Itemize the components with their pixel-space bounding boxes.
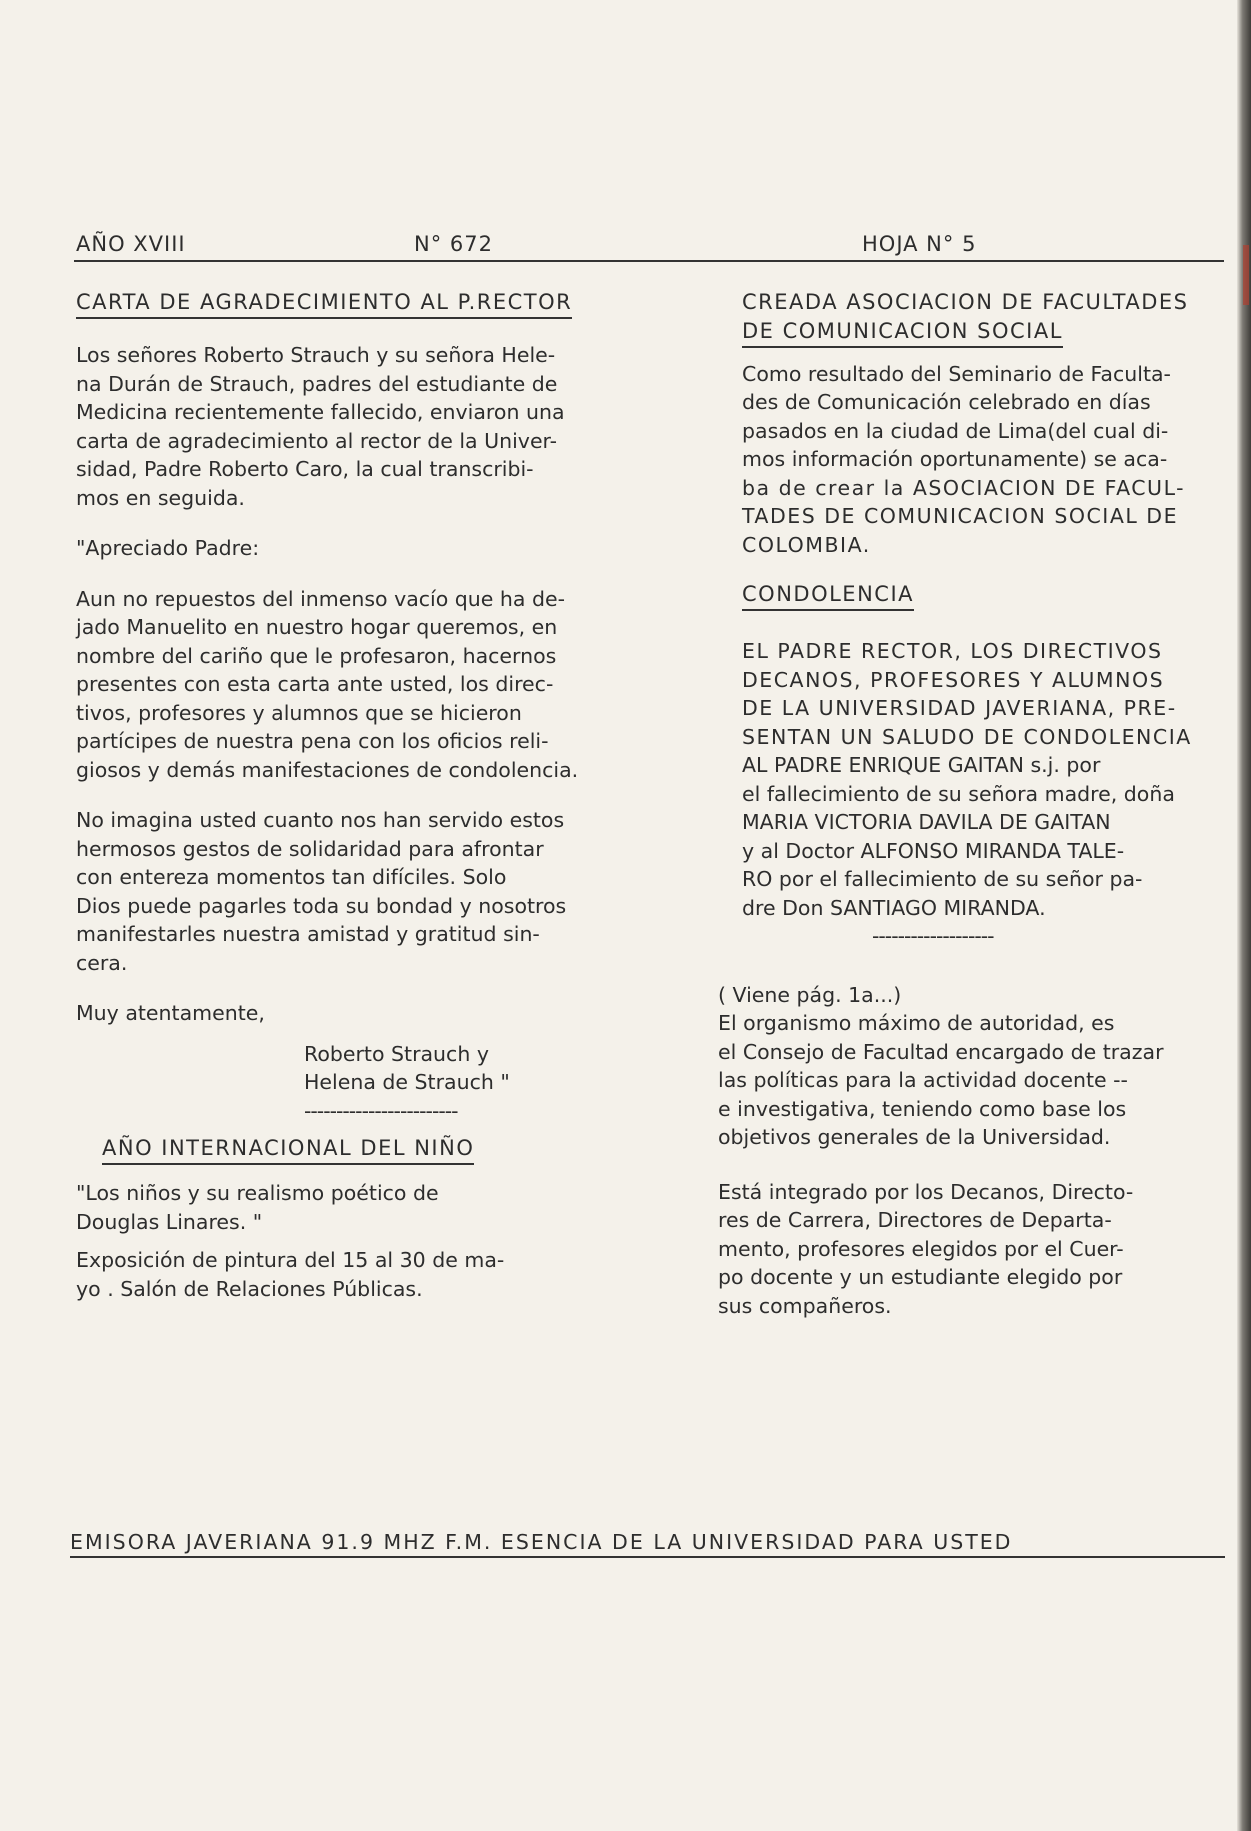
text-line: ba de crear la ASOCIACION DE FACUL-	[742, 475, 1186, 500]
text-line: COLOMBIA.	[742, 532, 871, 557]
text-line: giosos y demás manifestaciones de condolencia.	[76, 757, 579, 782]
assoc-text	[742, 360, 1242, 560]
text-line: el fallecimiento de su señora madre, doña	[742, 781, 1175, 806]
text-line: des de Comunicación celebrado en días	[742, 390, 1151, 414]
assoc-heading	[742, 288, 1242, 348]
text-line: nombre del cariño que le profesaron, hacernos	[76, 643, 557, 668]
page-header	[76, 232, 1226, 262]
text-line: Aun no repuestos del inmenso vacío que ha de-	[76, 586, 566, 611]
text-line: tivos, profesores y alumnos que se hicieron	[76, 700, 522, 725]
text-line: res de Carrera, Directores de Departa-	[718, 1208, 1112, 1232]
letter-intro	[76, 341, 696, 512]
text-line: pasados en la ciudad de Lima(del cual di-	[742, 418, 1169, 443]
text-line: Douglas Linares. "	[76, 1209, 263, 1234]
letter-salutation: "Apreciado Padre:	[76, 536, 260, 560]
text-line: RO por el fallecimiento de su señor pa-	[742, 867, 1143, 891]
text-line: po docente y un estudiante elegido por	[718, 1265, 1123, 1289]
continued-note: ( Viene pág. 1a...)	[718, 982, 902, 1007]
text-line: hermosos gestos de solidaridad para afrontar	[76, 836, 544, 861]
text-line: carta de agradecimiento al rector de la Univer-	[76, 428, 558, 453]
council-text	[718, 981, 1242, 1321]
text-line: El organismo máximo de autoridad, es	[718, 1011, 1115, 1035]
text-line: MARIA VICTORIA DAVILA DE GAITAN	[742, 810, 1111, 834]
heading-line: CREADA ASOCIACION DE FACULTADES	[742, 290, 1189, 314]
letter-heading: CARTA DE AGRADECIMIENTO AL P.RECTOR	[76, 289, 572, 319]
footer-banner: EMISORA JAVERIANA 91.9 MHZ F.M. ESENCIA DE LA UNIVERSIDAD PARA USTED	[70, 1530, 1225, 1558]
letter-signature	[76, 1040, 696, 1126]
text-line: No imagina usted cuanto nos han servido estos	[76, 808, 565, 832]
text-line: "Los niños y su realismo poético de	[76, 1181, 439, 1205]
issue-year: AÑO XVIII	[76, 232, 186, 256]
text-line: Exposición de pintura del 15 al 30 de ma-	[76, 1248, 505, 1272]
text-line: DECANOS, PROFESORES Y ALUMNOS	[742, 667, 1165, 692]
condolence-heading: CONDOLENCIA	[742, 581, 914, 611]
sheet-number: HOJA N° 5	[862, 232, 977, 256]
text-line: TADES DE COMUNICACION SOCIAL DE	[742, 504, 1179, 528]
text-line: Medicina recientemente fallecido, enviaron una	[76, 400, 565, 424]
text-line: mos en seguida.	[76, 485, 245, 510]
condolence-text	[742, 637, 1242, 951]
text-line: AL PADRE ENRIQUE GAITAN s.j. por	[742, 753, 1101, 777]
divider: -------------------	[872, 924, 994, 948]
text-line: sus compañeros.	[718, 1293, 892, 1318]
letter-paragraph-1	[76, 585, 696, 785]
text-line: cera.	[76, 950, 128, 975]
text-line: Está integrado por los Decanos, Directo-	[718, 1179, 1134, 1204]
signature-line: Helena de Strauch "	[304, 1070, 510, 1094]
text-line: el Consejo de Facultad encargado de trazar	[718, 1039, 1164, 1064]
letter-paragraph-2	[76, 806, 696, 977]
text-line: objetivos generales de la Universidad.	[718, 1125, 1111, 1149]
text-line: SENTAN UN SALUDO DE CONDOLENCIA	[742, 724, 1192, 749]
text-line: Los señores Roberto Strauch y su señora Hele-	[76, 343, 556, 367]
child-exhibit	[76, 1179, 696, 1236]
signature-line: Roberto Strauch y	[304, 1041, 489, 1066]
divider: ------------------------	[304, 1098, 458, 1123]
text-line: DE LA UNIVERSIDAD JAVERIANA, PRE-	[742, 696, 1177, 720]
text-line: e investigativa, teniendo como base los	[718, 1096, 1127, 1121]
letter-closing: Muy atentamente,	[76, 1001, 265, 1025]
child-year-heading: AÑO INTERNACIONAL DEL NIÑO	[102, 1135, 474, 1165]
left-column	[76, 288, 696, 1303]
council-paragraph-2	[718, 1178, 1242, 1321]
text-line: mos información oportunamente) se aca-	[742, 447, 1168, 471]
text-line: na Durán de Strauch, padres del estudiante de	[76, 371, 558, 396]
text-line: y al Doctor ALFONSO MIRANDA TALE-	[742, 838, 1125, 863]
text-line: con entereza momentos tan difíciles. Solo	[76, 865, 507, 889]
text-line: manifestarles nuestra amistad y gratitud sin-	[76, 922, 540, 946]
issue-number: N° 672	[414, 232, 493, 256]
exhibit-details	[76, 1246, 696, 1303]
right-column	[718, 288, 1242, 1320]
text-line: EL PADRE RECTOR, LOS DIRECTIVOS	[742, 639, 1163, 663]
text-line: dre Don SANTIAGO MIRANDA.	[742, 895, 1046, 920]
text-line: partícipes de nuestra pena con los oficios reli-	[76, 729, 549, 753]
heading-line: DE COMUNICACION SOCIAL	[742, 318, 1063, 348]
text-line: Dios puede pagarles toda su bondad y nosotros	[76, 893, 567, 918]
page-edge-shadow	[1237, 0, 1251, 1831]
text-line: Como resultado del Seminario de Faculta-	[742, 361, 1171, 386]
binding-mark	[1243, 245, 1249, 305]
header-rule	[74, 260, 1224, 262]
text-line: mento, profesores elegidos por el Cuer-	[718, 1236, 1124, 1261]
text-line: presentes con esta carta ante usted, los direc-	[76, 672, 554, 696]
text-line: yo . Salón de Relaciones Públicas.	[76, 1276, 423, 1301]
text-line: sidad, Padre Roberto Caro, la cual transcribi-	[76, 457, 534, 481]
text-line: las políticas para la actividad docente --	[718, 1068, 1128, 1092]
text-line: jado Manuelito en nuestro hogar queremos, en	[76, 615, 558, 639]
